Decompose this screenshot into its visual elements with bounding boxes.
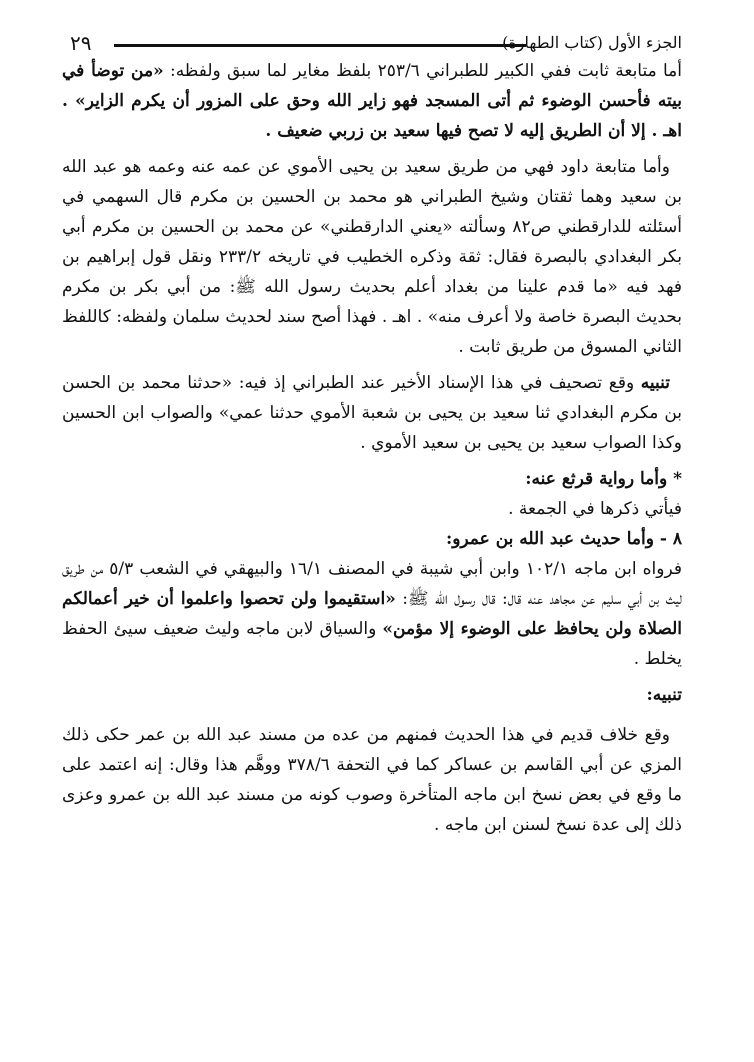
paragraph-dawud: [62, 152, 682, 362]
page-header: [62, 30, 682, 56]
book-page: [62, 30, 682, 1040]
note-heading: تنبيه:: [646, 685, 682, 705]
paragraph-thabit: [62, 56, 682, 146]
paragraph-ibn-majah: [62, 554, 682, 674]
text-run: فرواه ابن ماجه ١٠٢/١ وابن أبي شيبة في المصنف ١٦/١ والبيهقي في الشعب ٥/٣ من طريق ليث بن أبي سليم عن مجاهد عنه قال: قال رسول الله ﷺ:: [62, 559, 682, 609]
text-run: وقع تصحيف في هذا الإسناد الأخير عند الطبراني إذ فيه: «حدثنا محمد بن الحسن بن مكرم البغدادي ثنا سعيد بن يحيى بن شعبة الأموي حدثنا عمي» والصواب ابن الحسين وكذا الصواب سعيد بن يحيى بن سعيد الأموي .: [62, 373, 682, 453]
running-title: الجزء الأول (كتاب الطهارة): [502, 33, 682, 52]
hadith-text: «من توضأ في بيته فأحسن الوضوء ثم أتى المسجد فهو زاير الله وحق على المزور أن يكرم الزاير» . اهـ . إلا أن الطريق إليه لا تصح فيها سعيد بن زربي ضعيف .: [62, 61, 682, 141]
paragraph-jumua: فيأتي ذكرها في الجمعة .: [508, 499, 682, 519]
section-heading-qartha: * وأما رواية قرثع عنه:: [525, 469, 682, 489]
text-run: أما متابعة ثابت ففي الكبير للطبراني ٢٥٣/٦ بلفظ مغاير لما سبق ولفظه:: [163, 61, 683, 81]
text-run: والسياق لابن ماجه وليث ضعيف سيئ الحفظ يخلط .: [62, 619, 682, 669]
header-rule: [114, 44, 526, 47]
note-label: تنبيه: [640, 373, 670, 393]
paragraph-note-tashif: [62, 368, 682, 458]
paragraph-khilaf: وقع خلاف قديم في هذا الحديث فمنهم من عده من مسند عبد الله بن عمر حكى ذلك المزي عن أبي القاسم بن عساكر كما في التحفة ٣٧٨/٦ ووهَّم هذا وقال: إنه اعتمد على ما وقع في بعض نسخ ابن ماجه المتأخرة وصوب كونه من مسند عبد الله بن عمرو وعزى ذلك إلى عدة نسخ لسنن ابن ماجه .: [62, 725, 682, 835]
section-heading-abdullah-amr: ٨ - وأما حديث عبد الله بن عمرو:: [445, 529, 682, 549]
hadith-text: «استقيموا ولن تحصوا واعلموا أن خير أعمالكم الصلاة ولن يحافظ على الوضوء إلا مؤمن»: [62, 589, 683, 639]
page-number: ٢٩: [70, 31, 92, 55]
text-run: وأما متابعة داود فهي من طريق سعيد بن يحيى الأموي عن عمه عنه وعمه هو عبد الله بن سعيد وهما ثقتان وشيخ الطبراني هو محمد بن الحسين بن مكرم قال السهمي في أسئلته للدارقطني ص٨٢ وسألته «يعني الدارقطني» عن محمد بن الحسين بن مكرم أبي بكر البغدادي بالبصرة فقال: ثقة وذكره الخطيب في تاريخه ٢٣٣/٢ ونقل قول إبراهيم بن فهد فيه «ما قدم علينا من بغداد أعلم بحديث رسول الله ﷺ: من أبي بكر بن مكرم بحديث البصرة خاصة ولا أعرف منه» . اهـ . فهذا أصح سند لحديث سلمان ولفظه: كاللفظ الثاني المسوق من طريق ثابت .: [62, 157, 683, 357]
